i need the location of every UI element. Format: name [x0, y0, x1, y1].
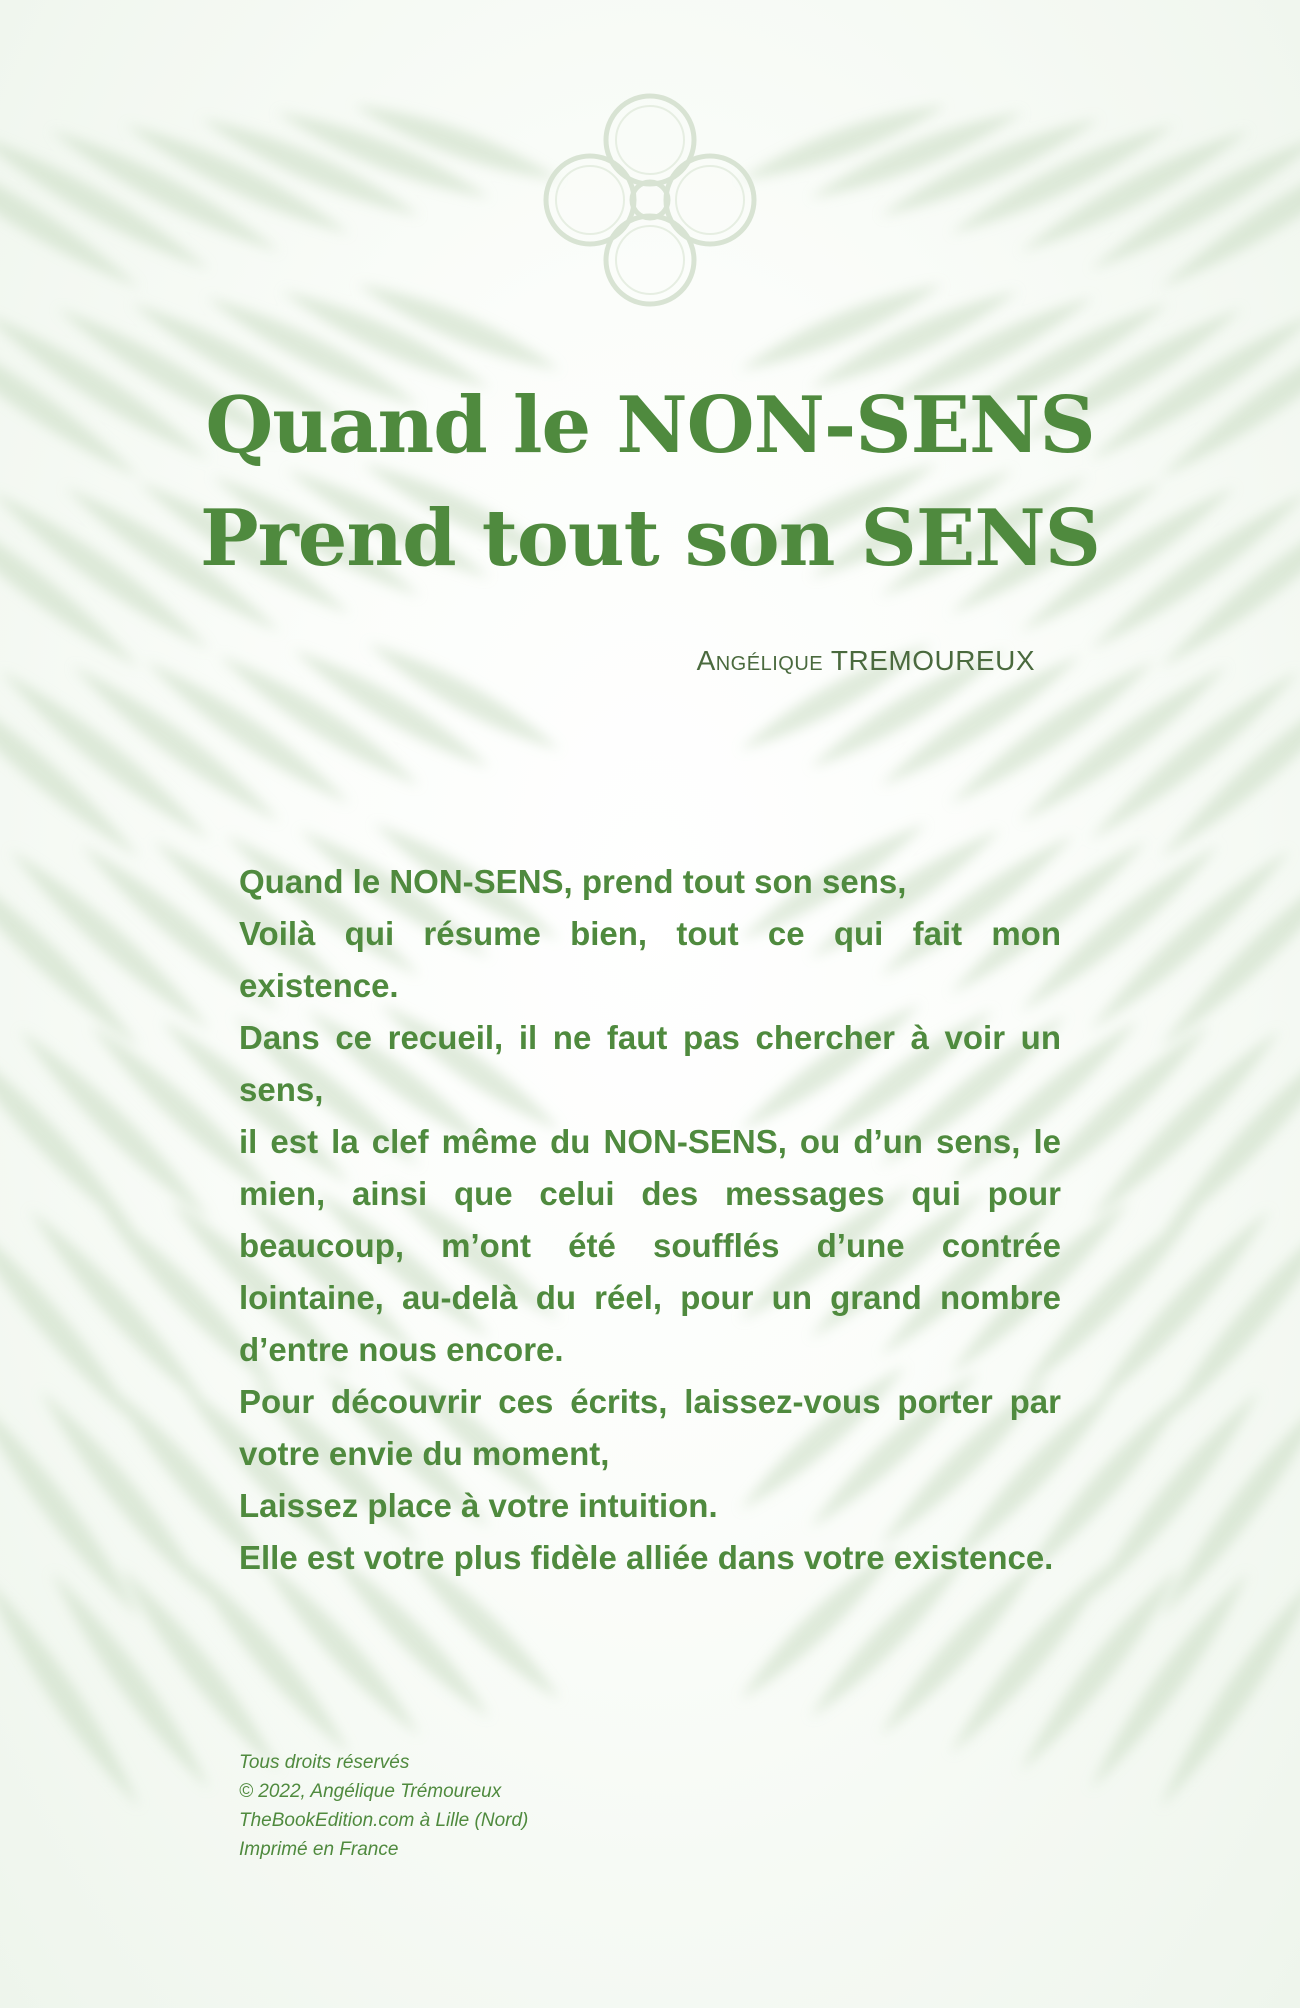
wing-feather	[880, 1558, 1041, 1736]
author-name: Angélique TREMOUREUX	[696, 645, 1035, 676]
wing-feather	[0, 1576, 140, 1808]
blurb-line: Voilà qui résume bien, tout ce qui fait mon existence.	[239, 915, 1061, 1004]
copyright-line: © 2022, Angélique Trémoureux	[239, 1781, 502, 1802]
wing-feather	[1160, 1576, 1300, 1808]
wing-feather	[950, 1562, 1111, 1754]
blurb-text	[239, 856, 1061, 1584]
blurb-line: Laissez place à votre intuition.	[239, 1487, 718, 1524]
wing-feather	[40, 1390, 210, 1600]
book-title-line-1: Quand le NON-SENS	[205, 380, 1095, 471]
publication-info	[239, 1748, 528, 1864]
wing-feather	[1020, 1567, 1180, 1772]
blurb-line: il est la clef même du NON-SENS, ou d’un sens, le mien, ainsi que celui des messages qui pour beaucoup, m’ont été soufflés d’une contrée lointaine, au-delà du réel, pour un grand nombre d’entre nous encore.	[239, 1123, 1061, 1368]
wing-feather	[189, 1562, 350, 1754]
book-title-line-2: Prend tout son SENS	[200, 493, 1100, 584]
rights-reserved: Tous droits réservés	[239, 1752, 410, 1773]
wing-feather	[259, 1558, 420, 1736]
blurb-line: Quand le NON-SENS, prend tout son sens,	[239, 863, 907, 900]
celtic-knot-icon	[530, 80, 770, 320]
blurb-line: Elle est votre plus fidèle alliée dans votre existence.	[239, 1539, 1054, 1576]
wing-feather	[1090, 1390, 1260, 1600]
blurb-line: Pour découvrir ces écrits, laissez-vous porter par votre envie du moment,	[239, 1383, 1061, 1472]
blurb-line: Dans ce recueil, il ne faut pas chercher à voir un sens,	[239, 1019, 1061, 1108]
printed-in-line: Imprimé en France	[239, 1839, 399, 1860]
publisher-line: TheBookEdition.com à Lille (Nord)	[239, 1810, 529, 1831]
wing-feather	[120, 1567, 280, 1772]
